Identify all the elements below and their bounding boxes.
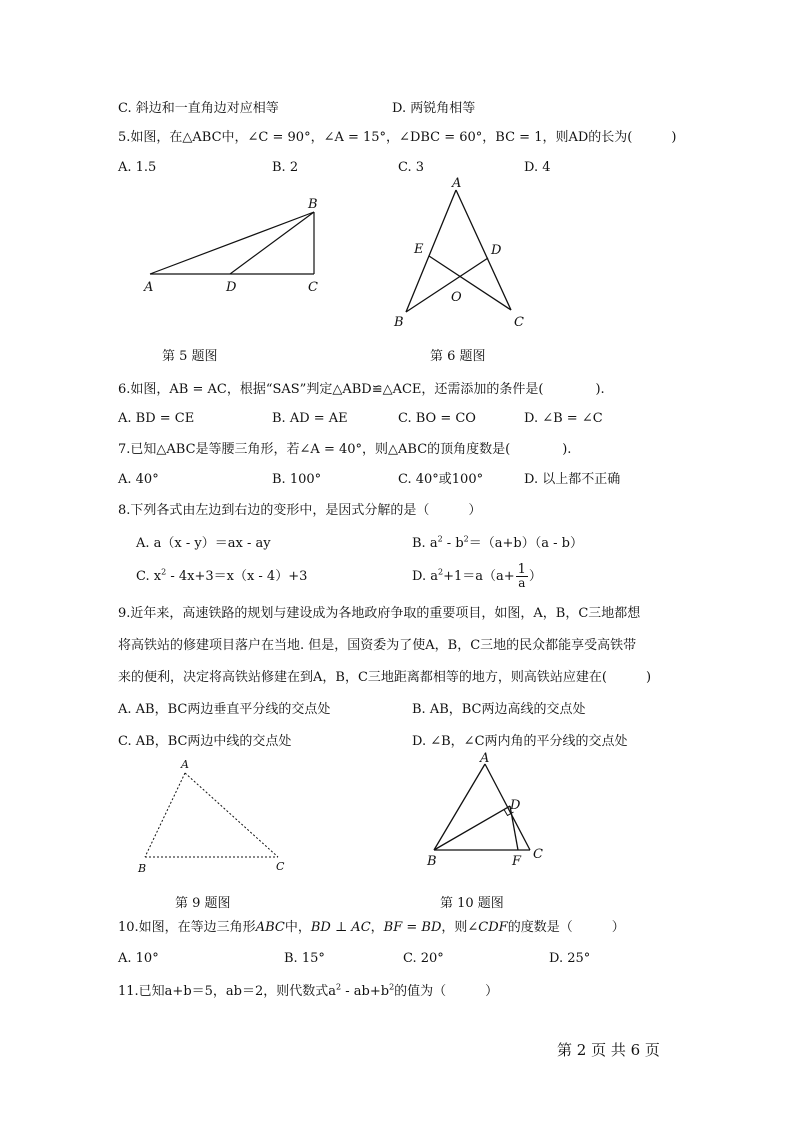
q8-option-d: D. $a^2+1=a(a+$ $\frac{1}{a}$ ） <box>412 562 542 590</box>
q10-stem: 10.如图，在等边三角形ABC中，BD ⊥ AC，BF = BD，则∠CDF的度数是（ ） <box>118 920 625 935</box>
q9-line-2: 将高铁站的修建项目落户在当地. 但是，国资委为了使A，B，C三地的民众都能享受高铁带 <box>118 638 637 653</box>
fig6-label-o: O <box>451 290 462 305</box>
fig6-label-c: C <box>514 315 524 330</box>
figure-9-caption: 第 9 题图 <box>175 896 231 911</box>
q9-option-a: A. AB，BC两边垂直平分线的交点处 <box>118 702 331 717</box>
figure-5-caption: 第 5 题图 <box>162 349 218 364</box>
q5-option-c: C. 3 <box>398 160 425 175</box>
q7-option-c: C. 40°或100° <box>398 472 484 487</box>
q8-option-b: B. $a^2 - b^2=(a+b)(a - b)$ <box>412 534 583 551</box>
q6-option-a: A. BD = CE <box>118 411 195 426</box>
q9-option-c: C. AB，BC两边中线的交点处 <box>118 734 292 749</box>
fig9-label-b: B <box>138 862 147 875</box>
fig10-label-b: B <box>427 854 437 869</box>
q10-option-c: C. 20° <box>403 951 444 966</box>
q10-option-a: A. 10° <box>118 951 159 966</box>
q9-line-3: 来的便利，决定将高铁站修建在到A，B，C三地距离都相等的地方，则高铁站应建在( ) <box>118 670 652 685</box>
q5-stem: 5.如图，在△ABC中，∠C = 90°，∠A = 15°，∠DBC = 60°，BC = 1，则AD的长为( ) <box>118 130 677 145</box>
fig6-label-d: D <box>491 243 502 258</box>
q6-option-b: B. AD = AE <box>272 411 348 426</box>
figure-10-caption: 第 10 题图 <box>440 896 504 911</box>
fig10-label-f: F <box>512 854 522 869</box>
q5-option-a: A. 1.5 <box>118 160 157 175</box>
fig5-side-ab <box>150 212 314 274</box>
fig6-label-e: E <box>414 242 424 257</box>
figure-5 <box>130 190 340 305</box>
q8-option-c: C. $x^2 - 4x+3=x(x - 4)+3$ <box>136 567 308 584</box>
q5-option-b: B. 2 <box>272 160 299 175</box>
q6-option-d: D. ∠B = ∠C <box>524 411 603 426</box>
q10-option-d: D. 25° <box>549 951 591 966</box>
q9-line-1: 9.近年来，高速铁路的规划与建设成为各地政府争取的重要项目，如图，A，B，C三地都想 <box>118 606 641 621</box>
figure-6 <box>385 170 545 335</box>
q5-option-d: D. 4 <box>524 160 551 175</box>
q4-option-d: D. 两锐角相等 <box>392 101 476 116</box>
q9-option-d: D. ∠B，∠C两内角的平分线的交点处 <box>412 734 628 749</box>
q8-option-a: A. a（x - y）＝ax - ay <box>136 536 271 551</box>
fig9-side-ab <box>145 773 185 857</box>
fig9-label-a: A <box>181 758 189 771</box>
fig6-segment-bd <box>406 258 488 312</box>
figure-6-caption: 第 6 题图 <box>430 349 486 364</box>
q8-fraction: $\frac{1}{a}$ <box>517 562 526 590</box>
q8-stem: 8.下列各式由左边到右边的变形中，是因式分解的是（ ） <box>118 503 482 518</box>
fig10-segment-bd <box>434 806 510 850</box>
fig9-side-ac <box>185 773 278 857</box>
fig5-label-d: D <box>226 280 237 295</box>
fig5-label-c: C <box>308 280 318 295</box>
q6-option-c: C. BO = CO <box>398 411 476 426</box>
fig5-label-a: A <box>144 280 154 295</box>
fig5-label-b: B <box>308 197 318 212</box>
fig10-label-d: D <box>510 798 521 813</box>
q4-option-c: C. 斜边和一直角边对应相等 <box>118 101 279 116</box>
page-footer: 第 2 页 共 6 页 <box>557 1041 660 1059</box>
fig10-side-ab <box>434 764 485 850</box>
q7-option-d: D. 以上都不正确 <box>524 472 621 487</box>
fig6-label-a: A <box>452 176 462 191</box>
fig10-label-a: A <box>480 751 490 766</box>
fig10-label-c: C <box>533 847 543 862</box>
fig5-segment-bd <box>230 212 314 274</box>
q6-stem: 6.如图，AB = AC，根据“SAS”判定△ABD≌△ACE，还需添加的条件是( ). <box>118 382 605 397</box>
q9-option-b: B. AB，BC两边高线的交点处 <box>412 702 586 717</box>
q7-stem: 7.已知△ABC是等腰三角形，若∠A = 40°，则△ABC的顶角度数是( ). <box>118 442 572 457</box>
q7-option-b: B. 100° <box>272 472 322 487</box>
figure-10 <box>420 748 560 873</box>
figure-9 <box>130 755 300 880</box>
q7-option-a: A. 40° <box>118 472 159 487</box>
q10-option-b: B. 15° <box>284 951 325 966</box>
fig9-label-c: C <box>276 860 285 873</box>
q11-stem: 11.已知a+b＝5，ab＝2，则代数式$a^2 - ab+b^2$的值为（ ） <box>118 982 499 999</box>
fig6-label-b: B <box>394 315 404 330</box>
